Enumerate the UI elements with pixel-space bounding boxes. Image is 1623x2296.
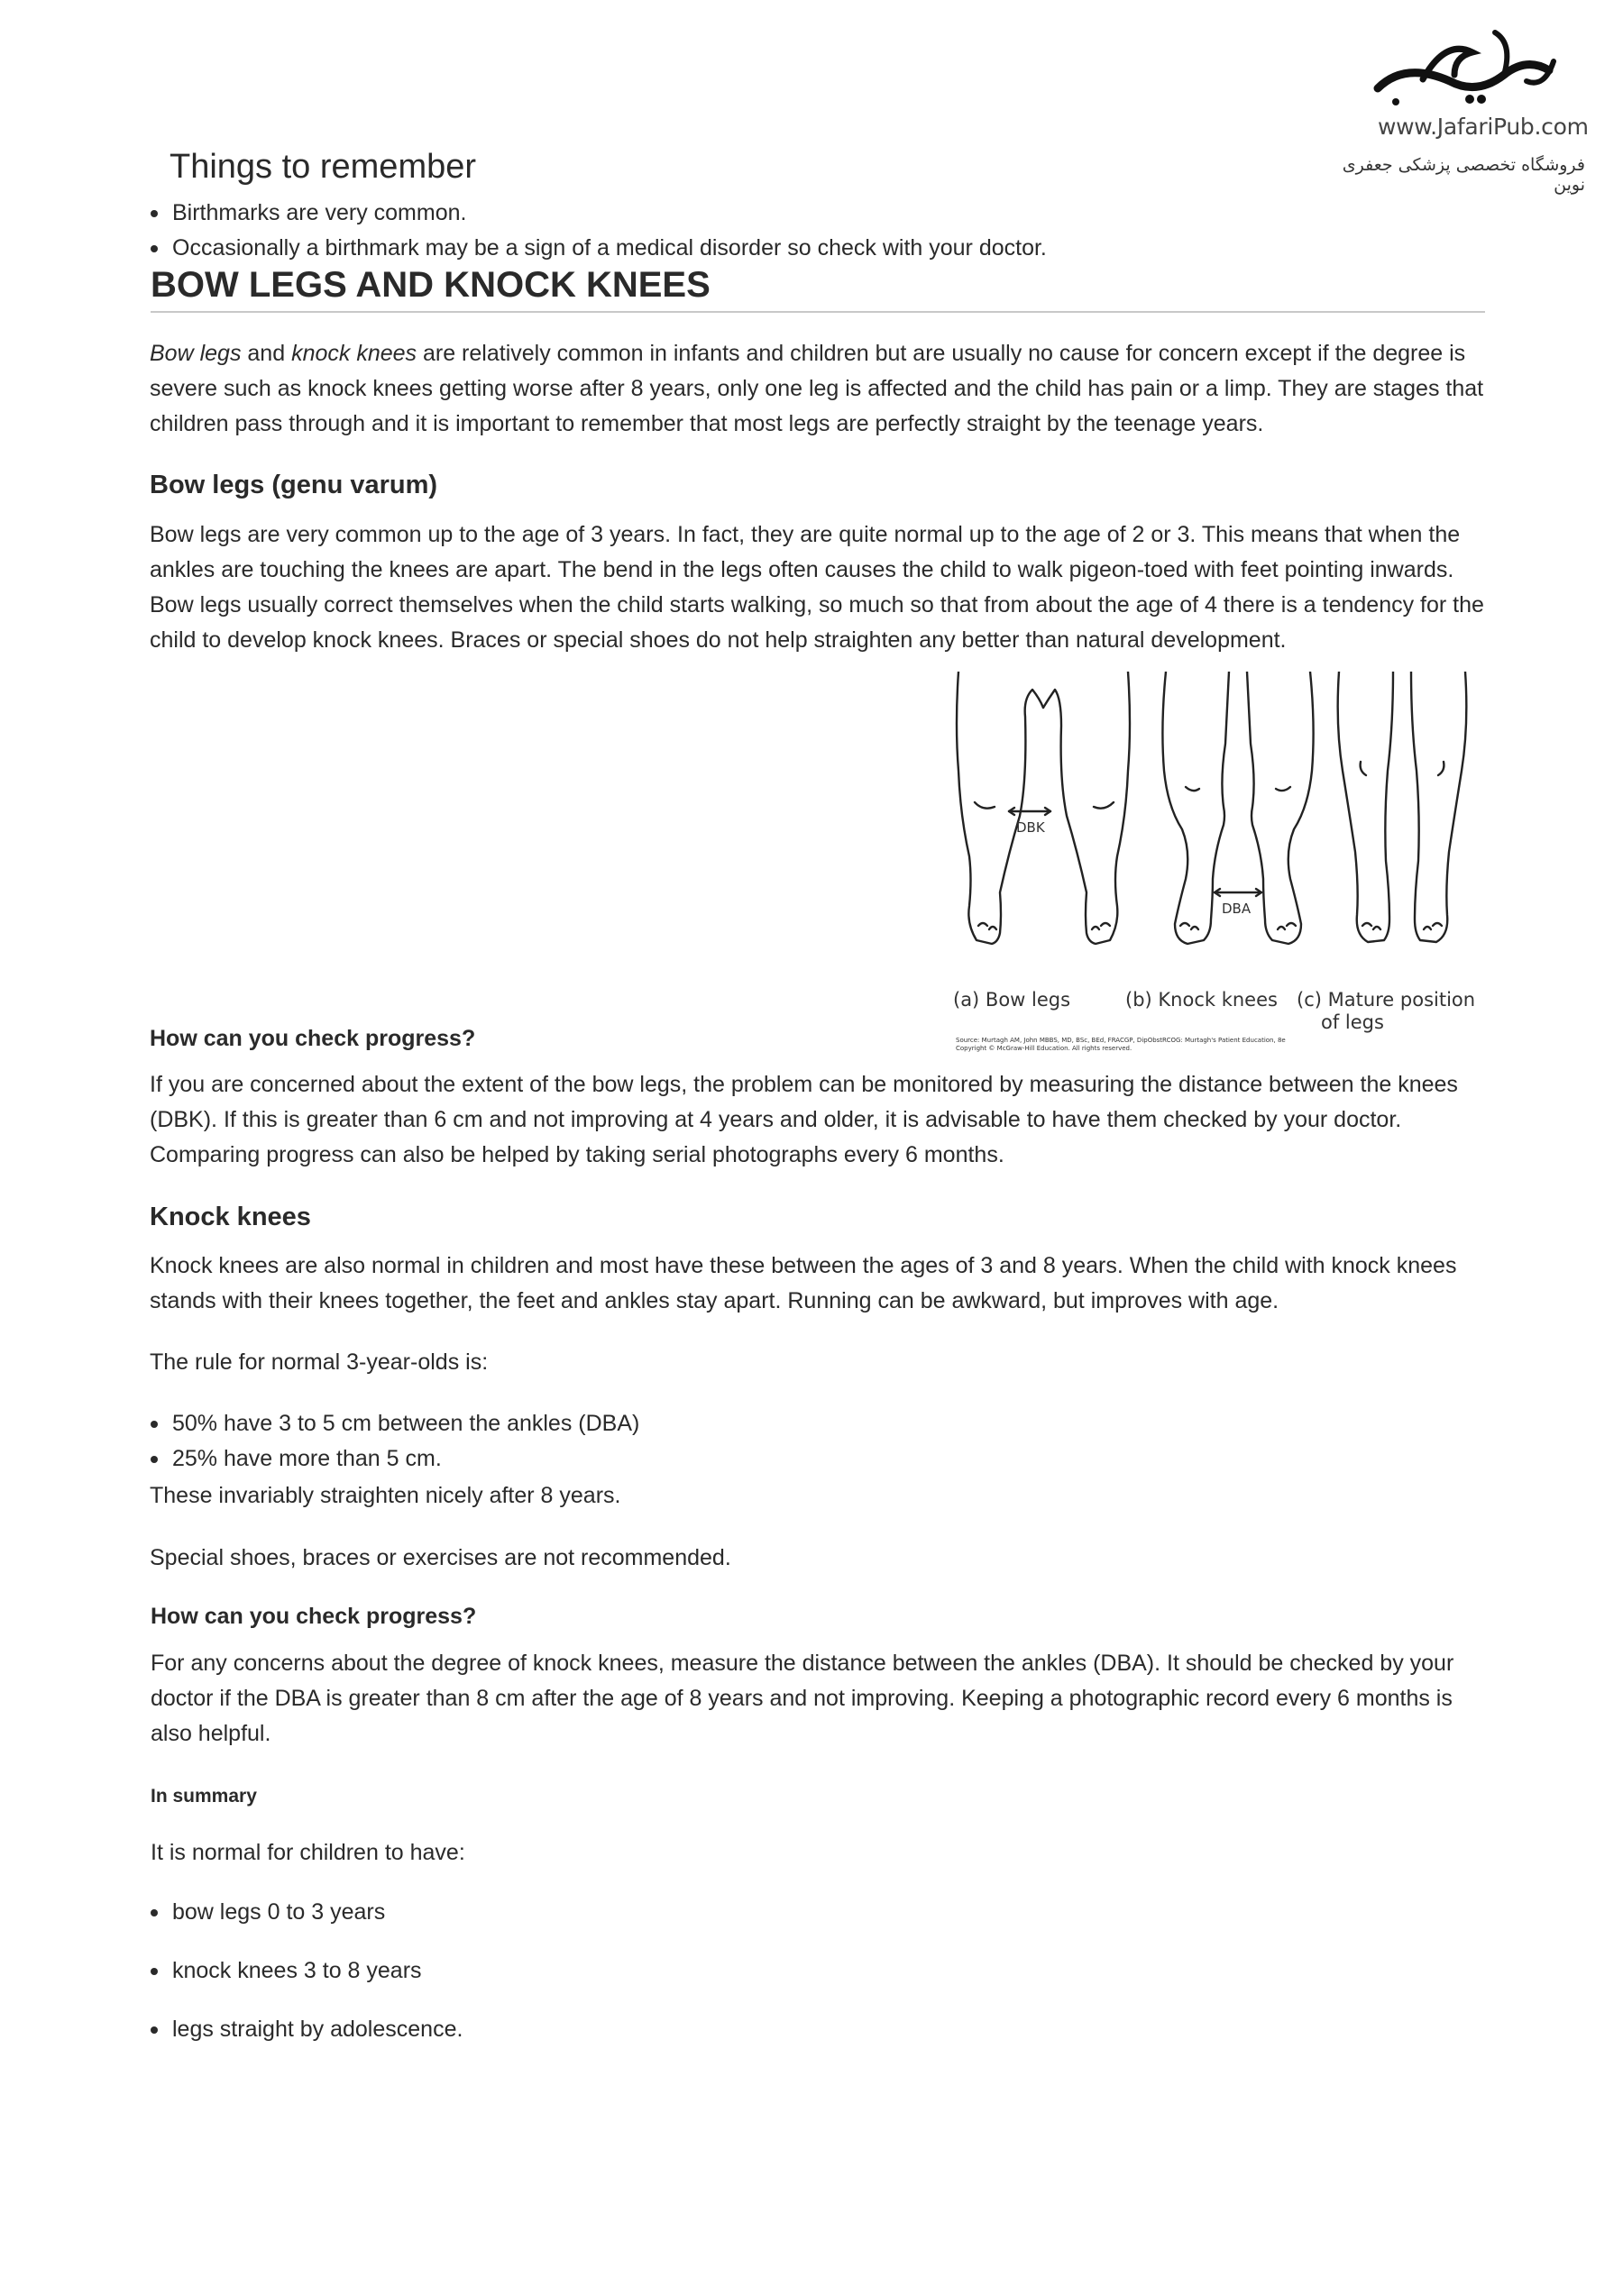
knockknees-heading: Knock knees: [150, 1203, 311, 1231]
bowlegs-check-paragraph: If you are concerned about the extent of the bow legs, the problem can be monitored by measuring the distance between the knees (DBK). If this is greater than 6 cm and not improving at 4 years and older, it is advisable to have them checked by your doctor. Comparing progress can also be helped by taking serial photographs every 6 months.: [150, 1072, 1458, 1167]
summary-intro: It is normal for children to have:: [151, 1840, 465, 1865]
intro-paragraph: [150, 336, 1484, 442]
term-bow-legs: Bow legs: [150, 341, 242, 366]
caption-knock-knees: (b) Knock knees: [1125, 989, 1278, 1011]
rule-intro: The rule for normal 3-year-olds is:: [150, 1349, 489, 1375]
list-item: Birthmarks are very common.: [151, 196, 1047, 231]
things-heading: Things to remember: [170, 148, 477, 186]
intro-rest: are relatively common in infants and children but are usually no cause for concern except if the degree is severe such as knock knees getting worse after 8 years, only one leg is affected and the child has pain or a limp. They are stages that children pass through and it is important to remember that most legs are perfectly straight by the teenage years.: [150, 341, 1484, 436]
things-list: [151, 196, 1047, 266]
straighten-text: These invariably straighten nicely after 8 years.: [150, 1483, 621, 1508]
intro-and: and: [241, 341, 292, 366]
special-shoes-text: Special shoes, braces or exercises are not recommended.: [150, 1545, 731, 1570]
list-item: legs straight by adolescence.: [151, 2012, 463, 2047]
caption-mature-1: (c) Mature position: [1297, 989, 1476, 1011]
rule-list: [151, 1406, 639, 1477]
knockknees-check-heading: How can you check progress?: [151, 1604, 477, 1629]
legs-drawing: [942, 672, 1483, 960]
list-item: 25% have more than 5 cm.: [151, 1441, 639, 1477]
list-item: 50% have 3 to 5 cm between the ankles (DBA): [151, 1406, 639, 1441]
calligraphy-logo-icon: [1369, 25, 1558, 111]
legs-illustration: [942, 672, 1483, 1059]
bowlegs-check-heading: How can you check progress?: [150, 1026, 476, 1051]
bowlegs-heading: Bow legs (genu varum): [150, 471, 438, 499]
caption-mature-2: of legs: [1321, 1011, 1384, 1033]
figure-source-line: Source: Murtagh AM, John MBBS, MD, BSc, BEd, FRACGP, DipObstRCOG: Murtagh's Patient Education, 8e: [956, 1037, 1286, 1044]
figure-copyright-line: Copyright © McGraw-Hill Education. All rights reserved.: [956, 1045, 1132, 1052]
list-item: bow legs 0 to 3 years: [151, 1895, 463, 1930]
logo-url: www.JafariPub.com: [1378, 114, 1589, 140]
logo-subtitle: فروشگاه تخصصی پزشکی جعفری نوین: [1342, 155, 1585, 195]
dbk-label: DBK: [1016, 819, 1045, 836]
term-knock-knees: knock knees: [291, 341, 417, 366]
caption-bow-legs: (a) Bow legs: [953, 989, 1071, 1011]
figure-source: [956, 1037, 1286, 1053]
bowlegs-paragraph: Bow legs are very common up to the age of 3 years. In fact, they are quite normal up to the age of 2 or 3. This means that when the ankles are touching the knees are apart. The bend in the legs often causes the child to walk pigeon-toed with feet pointing inwards. Bow legs usually correct themselves when the child starts walking, so much so that from about the age of 4 there is a tendency for the child to develop knock knees. Braces or special shoes do not help straighten any better than natural development.: [150, 522, 1484, 653]
knockknees-check-paragraph: For any concerns about the degree of knock knees, measure the distance between the ankles (DBA). It should be checked by your doctor if the DBA is greater than 8 cm after the age of 8 years and not improving. Keeping a photographic record every 6 months is also helpful.: [151, 1651, 1454, 1746]
list-item: knock knees 3 to 8 years: [151, 1953, 463, 1989]
summary-list: [151, 1895, 463, 2071]
list-item: Occasionally a birthmark may be a sign of a medical disorder so check with your doctor.: [151, 231, 1047, 266]
page-title: BOW LEGS AND KNOCK KNEES: [151, 265, 1485, 313]
publisher-logo: [1333, 25, 1603, 195]
summary-heading: In summary: [151, 1786, 257, 1807]
dba-label: DBA: [1222, 901, 1252, 917]
knockknees-paragraph: Knock knees are also normal in children and most have these between the ages of 3 and 8 years. When the child with knock knees stands with their knees together, the feet and ankles stay apart. Running can be awkward, but improves with age.: [150, 1253, 1457, 1313]
